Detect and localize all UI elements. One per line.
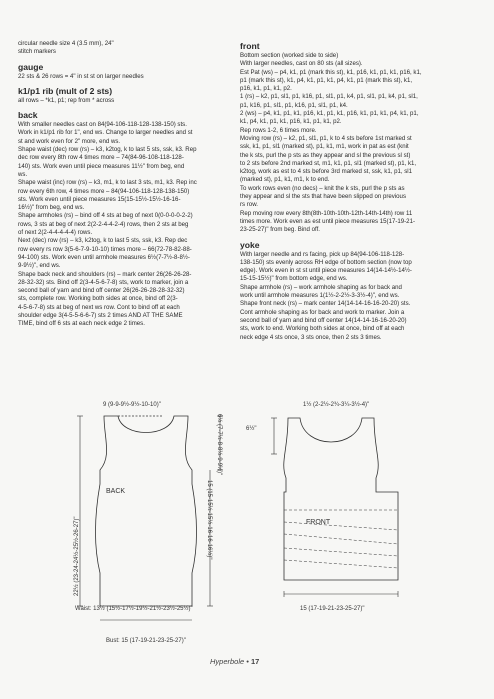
materials-line-2: stitch markers (18, 48, 56, 56)
back-top-width: 9 (9-9-9½-9½-10-10)" (103, 402, 161, 408)
front-neck-depth: 6½" (246, 426, 257, 432)
back-instruction-line: Shape waist (dec) row (rs) – k3, k2tog, k to last 5 sts, ssk, k3. Rep (18, 146, 197, 154)
magazine-title: Hyperbole (210, 657, 245, 666)
back-instruction-line: shoulder edge 3(4-5-5-6-6-7) sts 2 times AND AT THE SAME (18, 312, 183, 320)
rib-text: all rows – *k1, p1; rep from * across (18, 96, 115, 104)
back-instruction-line: 16½)" from beg, end ws. (18, 204, 85, 212)
back-instruction-line: 28-32-32) sts. Bind off 2(3-4-5-6-7-8) sts, work to marker, join a (18, 278, 189, 286)
gauge-heading: gauge (18, 61, 44, 72)
back-instruction-line: 4-5-6-7-8) sts at beg of next ws row. Cont to bind off at each (18, 303, 180, 311)
back-instruction-line: row every rs row 3(5-6-7-9-10-10) times more – 66(72-78-82-88- (18, 245, 192, 253)
back-instruction-line: Next (dec) row (rs) – k3, k2tog, k to last 5 sts, ssk, k3. Rep dec (18, 237, 188, 245)
front-subheading: Bottom section (worked side to side) (240, 52, 339, 59)
yoke-instruction-line: work until armhole measures 1(1½-2-2½-3-3½-4)", end ws. (240, 292, 400, 300)
gauge-text: 22 sts & 26 rows = 4" in st st on larger needles (18, 72, 144, 80)
front-instruction-line: rs row. (240, 201, 258, 209)
front-instruction-line: Rep moving row every 8th(8th-10th-10th-12th-14th-14th) row 11 (240, 209, 413, 217)
back-instruction-line: of next 2(2-4-4-4-4-4) rows. (18, 229, 93, 237)
back-waist-measure: Waist: 13½ (15½-17½-19½-21½-23½-25½)" (75, 606, 193, 612)
back-heading: back (18, 110, 38, 121)
back-instruction-line: With smaller needles cast on 84(94-106-118-128-138-150) sts. (18, 121, 187, 129)
back-instruction-line: 140) sts. Work even until piece measures 11½" from beg, end (18, 162, 185, 170)
front-instruction-line: the k sts, purl the p sts as they appear and sl the previous sl st) (240, 151, 411, 159)
front-instruction-line: times more. Work even as est until piece measures 15(17-19-21- (240, 217, 415, 225)
page-footer (210, 657, 259, 666)
front-bottom-width: 15 (17-19-21-23-25-27)" (300, 606, 365, 612)
front-instruction-line: k1, p4, k1, p1, k1, p16, k1, p1, k1, p2. (240, 118, 342, 126)
back-instruction-line: Shape waist (inc) row (rs) – k3, m1, k to last 3 sts, m1, k3. Rep inc (18, 179, 197, 187)
front-instruction-line: k2tog, work as est to 4 sts before 3rd marked st, ssk, k1, p1, sl1 (240, 168, 413, 176)
front-instruction-line: ssk, k1, p1, sl1 (marked st), p1, k1, m1, work in pat as est (knit (240, 143, 409, 151)
yoke-heading: yoke (240, 239, 260, 250)
page-number: 17 (250, 657, 260, 666)
front-instruction-line: Est Pat (ws) – p4, k1, p1 (mark this st), k1, p16, k1, p1, k1, p16, k1, (240, 68, 422, 76)
back-instruction-line: row every 6th row, 4 times more – 84(94-106-118-128-138-150) (18, 187, 190, 195)
right-column (240, 40, 470, 342)
front-label: FRONT (306, 519, 331, 526)
rib-heading: k1/p1 rib (mult of 2 sts) (18, 85, 113, 96)
back-instruction-line: dec row every 8th row 4 times more – 74(84-96-108-118-128- (18, 154, 184, 162)
back-instruction-line: 9-9½)", end ws. (18, 262, 61, 270)
front-instruction-line: 2 (ws) – p4, k1, p1, k1, p16, k1, p1, k1, p16, k1, p1, k1, p4, k1, p1, (240, 110, 419, 118)
front-instruction-line: 23-25-27)" from beg. Bind off. (240, 226, 320, 234)
front-instructions (240, 60, 470, 234)
front-top-width: 1½ (2-2½-2¾-3¼-3½-4)" (303, 402, 370, 408)
yoke-instruction-line: With larger needle and rs facing, pick up 84(94-106-118-128- (240, 250, 405, 258)
back-total-length: 22½ (23-24-24½-25½-26-27)" (74, 516, 80, 596)
front-instruction-line: to 2 sts before 2nd marked st, m1, k1, p1, sl1 (marked st), p1, k1, (240, 159, 417, 167)
footer-separator: • (244, 657, 251, 666)
front-instruction-line: With larger needles, cast on 80 sts (all sizes). (240, 60, 363, 68)
yoke-instruction-line: Shape armhole (rs) – work armhole shaping as for back and (240, 283, 402, 291)
yoke-instruction-line: edge). Work even in st st until piece measures 14(14-14½-14½- (240, 267, 412, 275)
back-instruction-line: 94-100) sts. Work even until armhole measures 6½(7-7½-8-8½- (18, 253, 190, 261)
yoke-instruction-line: sts, work to end. Working both sides at once, bind off at each (240, 325, 405, 333)
front-instruction-line: To work rows even (no decs) – knit the k sts, purl the p sts as (240, 184, 405, 192)
back-instruction-line: second ball of yarn and bind off center 26(26-26-28-28-32-32) (18, 287, 185, 295)
back-instruction-line: sts. Work even until piece measures 15(15-15½-15½-16-16- (18, 195, 181, 203)
back-instruction-line: Shape back neck and shoulders (rs) – mark center 26(26-26-28- (18, 270, 192, 278)
yoke-instruction-line: 138-150) sts evenly across RH edge of bottom section (now top (240, 258, 412, 266)
back-instruction-line: st and work even for 2" more, end ws. (18, 137, 121, 145)
front-heading: front (240, 41, 260, 51)
front-instruction-line: p1 (mark this st), k1, p4, k1, p1, k1, p4, k1, p1 (mark this st), k1, (240, 76, 413, 84)
yoke-instruction-line: Shape front neck (rs) – mark center 14(14-14-16-16-20-20) sts. (240, 300, 411, 308)
yoke-instruction-line: Cont armhole shaping as for back and work to marker. Join a (240, 308, 405, 316)
front-instruction-line: p1, k16, p1, sl1, p1, k16, p1, sl1, p1, k4. (240, 101, 348, 109)
front-instruction-line: they appear and sl the sts that have been slipped on previous (240, 193, 406, 201)
front-instruction-line: Moving row (rs) – k2, p1, sl1, p1, k to 4 sts before 1st marked st (240, 134, 412, 142)
yoke-instructions (240, 251, 470, 342)
back-instructions (18, 121, 230, 328)
back-side-length: 15 (15-15½-15½-16-16-16½)" (206, 480, 212, 560)
front-schematic (248, 410, 458, 610)
materials-line-1: circular needle size 4 (3.5 mm), 24" (18, 40, 114, 47)
back-instruction-line: Shape armholes (rs) – bind off 4 sts at beg of next 0(0-0-0-0-2-2) (18, 212, 193, 220)
back-bust-measure: Bust: 15 (17-19-21-23-25-27)" (106, 638, 186, 644)
front-instruction-line: p16, k1, p1, k1, p2. (240, 85, 292, 93)
back-armhole-depth: 6½ (7-7½-8-8½-9-9½)" (216, 414, 222, 476)
yoke-instruction-line: 15-15-15½)" from bottom edge, end ws. (240, 275, 348, 283)
back-instruction-line: ws. (18, 170, 28, 178)
yoke-instruction-line: second ball of yarn and bind off center 14(14-14-16-16-20-20) (240, 316, 407, 324)
back-instruction-line: TIME, bind off 6 sts at each neck edge 2 times. (18, 320, 145, 328)
front-instruction-line: (marked st), p1, k1, m1, k to end. (240, 176, 330, 184)
front-instruction-line: Rep rows 1-2, 6 times more. (240, 126, 317, 134)
yoke-instruction-line: neck edge 4 sts once, 3 sts once, then 2 sts 3 times. (240, 333, 382, 341)
left-column (18, 40, 230, 329)
back-instruction-line: Work in k1/p1 rib for 1", end ws. Change to larger needles and st (18, 129, 193, 137)
back-instruction-line: rows, 3 sts at beg of next 2(2-2-4-4-2-4) rows, then 2 sts at beg (18, 220, 189, 228)
back-label: BACK (106, 488, 126, 495)
front-instruction-line: 1 (rs) – k2, p1, sl1, p1, k16, p1, sl1, p1, k4, p1, sl1, p1, k4, p1, sl1, (240, 93, 418, 101)
back-instruction-line: sts, complete row. Working both sides at once, bind off 2(3- (18, 295, 178, 303)
